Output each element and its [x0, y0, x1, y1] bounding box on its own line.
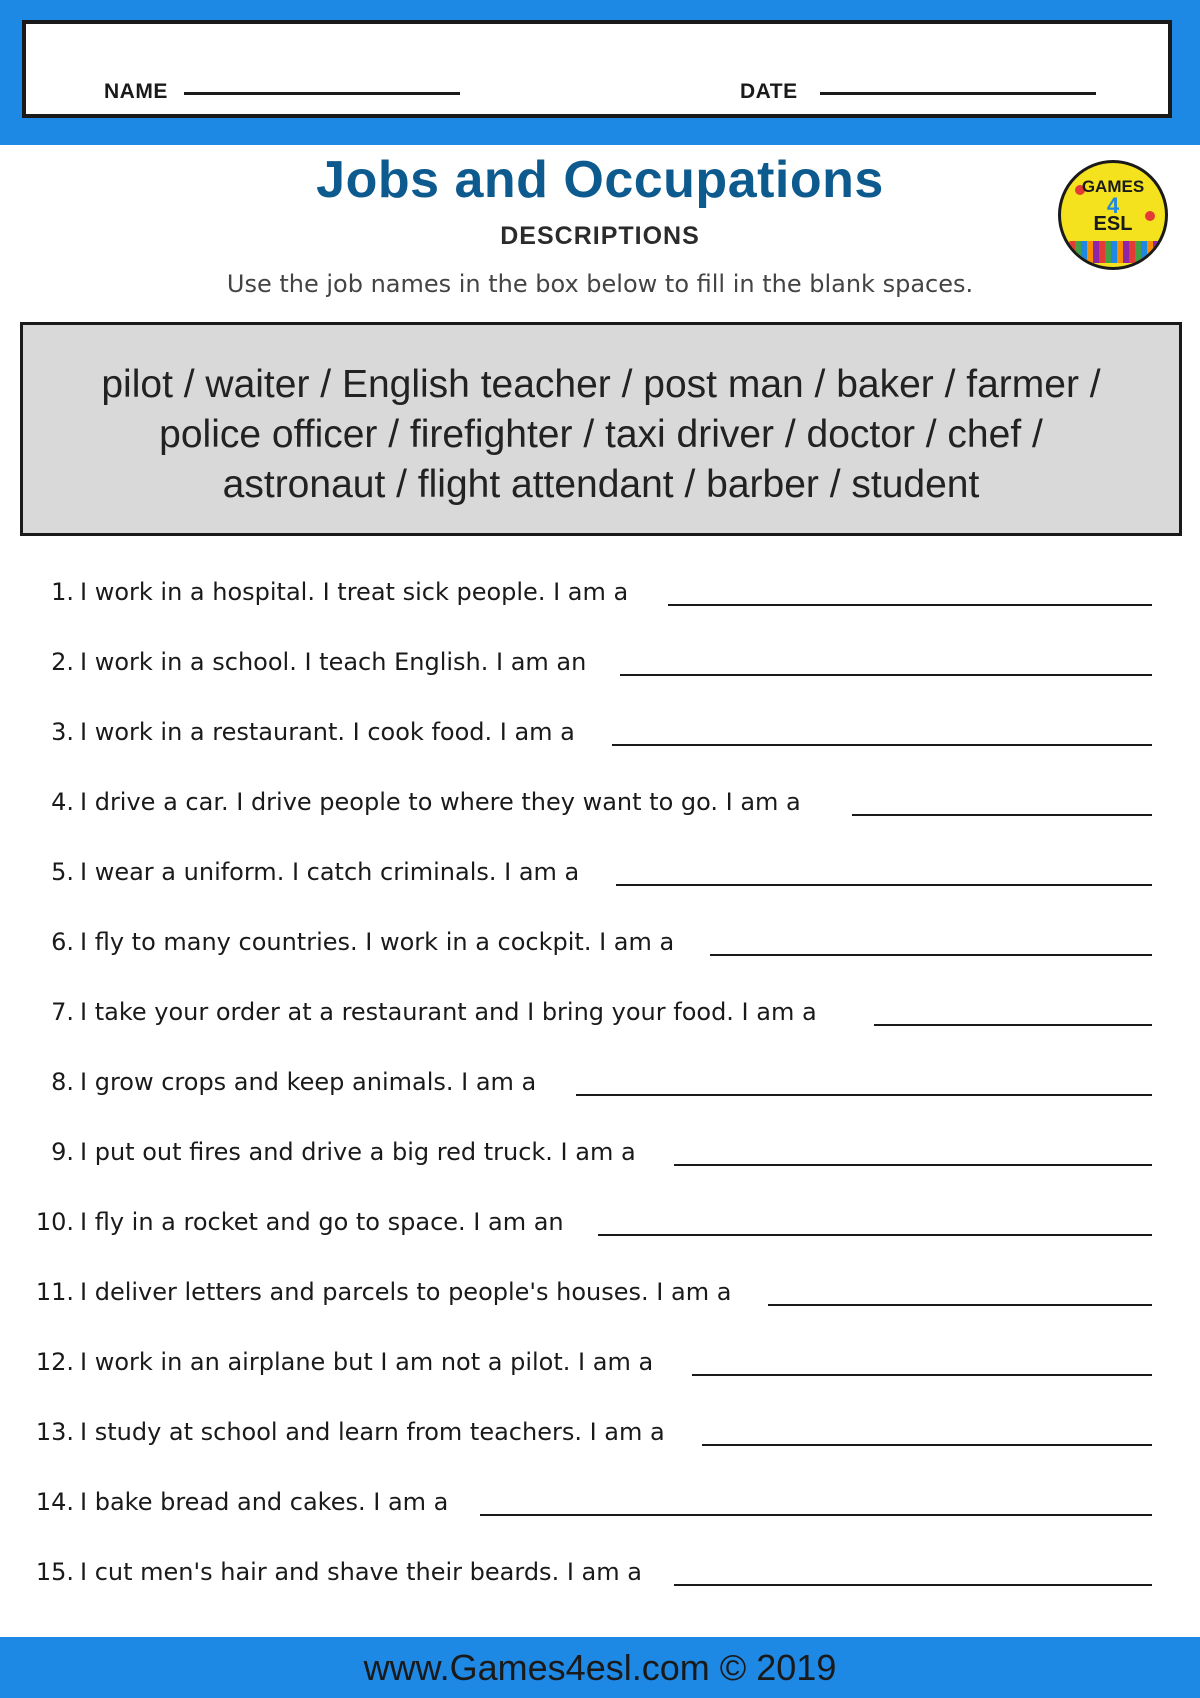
- answer-blank[interactable]: [674, 1164, 1152, 1166]
- question-text: I work in a school. I teach English. I am an: [80, 648, 587, 676]
- question-item: [0, 570, 1200, 610]
- word-bank-box: [20, 322, 1182, 536]
- logo-text-esl: ESL: [1093, 213, 1133, 235]
- question-text: I study at school and learn from teachers. I am a: [80, 1418, 665, 1446]
- question-text: I fly to many countries. I work in a cockpit. I am a: [80, 928, 675, 956]
- question-number: 9.: [51, 1138, 74, 1166]
- page-title: Jobs and Occupations: [316, 151, 884, 209]
- answer-blank[interactable]: [692, 1374, 1152, 1376]
- question-item: [0, 920, 1200, 960]
- answer-blank[interactable]: [612, 744, 1152, 746]
- question-number: 6.: [51, 928, 74, 956]
- question-item: [0, 850, 1200, 890]
- question-number: 3.: [51, 718, 74, 746]
- question-text: I grow crops and keep animals. I am a: [80, 1068, 537, 1096]
- answer-blank[interactable]: [710, 954, 1152, 956]
- answer-blank[interactable]: [576, 1094, 1152, 1096]
- answer-blank[interactable]: [480, 1514, 1152, 1516]
- question-number: 13.: [35, 1418, 74, 1446]
- logo-text-4: 4: [1106, 193, 1120, 218]
- question-text: I work in a restaurant. I cook food. I am a: [80, 718, 575, 746]
- footer-website-text[interactable]: www.Games4esl.com © 2019: [363, 1647, 837, 1688]
- question-number: 15.: [35, 1558, 74, 1586]
- question-number: 1.: [51, 578, 74, 606]
- answer-blank[interactable]: [852, 814, 1152, 816]
- question-text: I fly in a rocket and go to space. I am an: [80, 1208, 564, 1236]
- date-field[interactable]: [820, 92, 1096, 95]
- question-item: [0, 1480, 1200, 1520]
- question-text: I wear a uniform. I catch criminals. I am a: [80, 858, 580, 886]
- question-number: 10.: [35, 1208, 74, 1236]
- question-text: I cut men's hair and shave their beards. I am a: [80, 1558, 642, 1586]
- answer-blank[interactable]: [620, 674, 1152, 676]
- question-item: [0, 1550, 1200, 1590]
- question-item: [0, 1200, 1200, 1240]
- question-item: [0, 990, 1200, 1030]
- question-number: 4.: [51, 788, 74, 816]
- word-bank-line: pilot / waiter / English teacher / post man / baker / farmer /: [101, 363, 1101, 406]
- answer-blank[interactable]: [598, 1234, 1152, 1236]
- question-item: [0, 1270, 1200, 1310]
- question-item: [0, 1060, 1200, 1100]
- question-number: 12.: [35, 1348, 74, 1376]
- question-item: [0, 1340, 1200, 1380]
- answer-blank[interactable]: [616, 884, 1152, 886]
- question-text: I deliver letters and parcels to people's houses. I am a: [80, 1278, 732, 1306]
- question-item: [0, 1130, 1200, 1170]
- name-field[interactable]: [184, 92, 460, 95]
- answer-blank[interactable]: [874, 1024, 1152, 1026]
- question-item: [0, 640, 1200, 680]
- question-number: 11.: [35, 1278, 74, 1306]
- question-number: 5.: [51, 858, 74, 886]
- name-label: NAME: [104, 80, 168, 103]
- games4esl-logo: [1058, 160, 1168, 270]
- question-text: I work in an airplane but I am not a pilot. I am a: [80, 1348, 654, 1376]
- word-bank-line: police officer / firefighter / taxi driver / doctor / chef /: [159, 413, 1043, 456]
- question-text: I drive a car. I drive people to where they want to go. I am a: [80, 788, 801, 816]
- question-text: I take your order at a restaurant and I bring your food. I am a: [80, 998, 817, 1026]
- answer-blank[interactable]: [668, 604, 1152, 606]
- page-subtitle: DESCRIPTIONS: [500, 222, 700, 250]
- instructions-text: Use the job names in the box below to fill in the blank spaces.: [226, 270, 974, 298]
- question-item: [0, 710, 1200, 750]
- question-text: I work in a hospital. I treat sick people. I am a: [80, 578, 629, 606]
- footer-band: [0, 1637, 1200, 1698]
- word-bank-line: astronaut / flight attendant / barber / student: [222, 463, 980, 506]
- logo-text-games: GAMES: [1081, 177, 1145, 196]
- pencils-icon: [1069, 241, 1163, 263]
- date-label: DATE: [740, 80, 798, 103]
- question-text: I put out fires and drive a big red truck. I am a: [80, 1138, 636, 1166]
- question-number: 7.: [51, 998, 74, 1026]
- question-number: 2.: [51, 648, 74, 676]
- answer-blank[interactable]: [674, 1584, 1152, 1586]
- question-item: [0, 1410, 1200, 1450]
- name-date-box: [22, 20, 1172, 118]
- question-item: [0, 780, 1200, 820]
- question-number: 8.: [51, 1068, 74, 1096]
- question-number: 14.: [35, 1488, 74, 1516]
- answer-blank[interactable]: [702, 1444, 1152, 1446]
- answer-blank[interactable]: [768, 1304, 1152, 1306]
- header-band: [0, 0, 1200, 145]
- question-text: I bake bread and cakes. I am a: [80, 1488, 449, 1516]
